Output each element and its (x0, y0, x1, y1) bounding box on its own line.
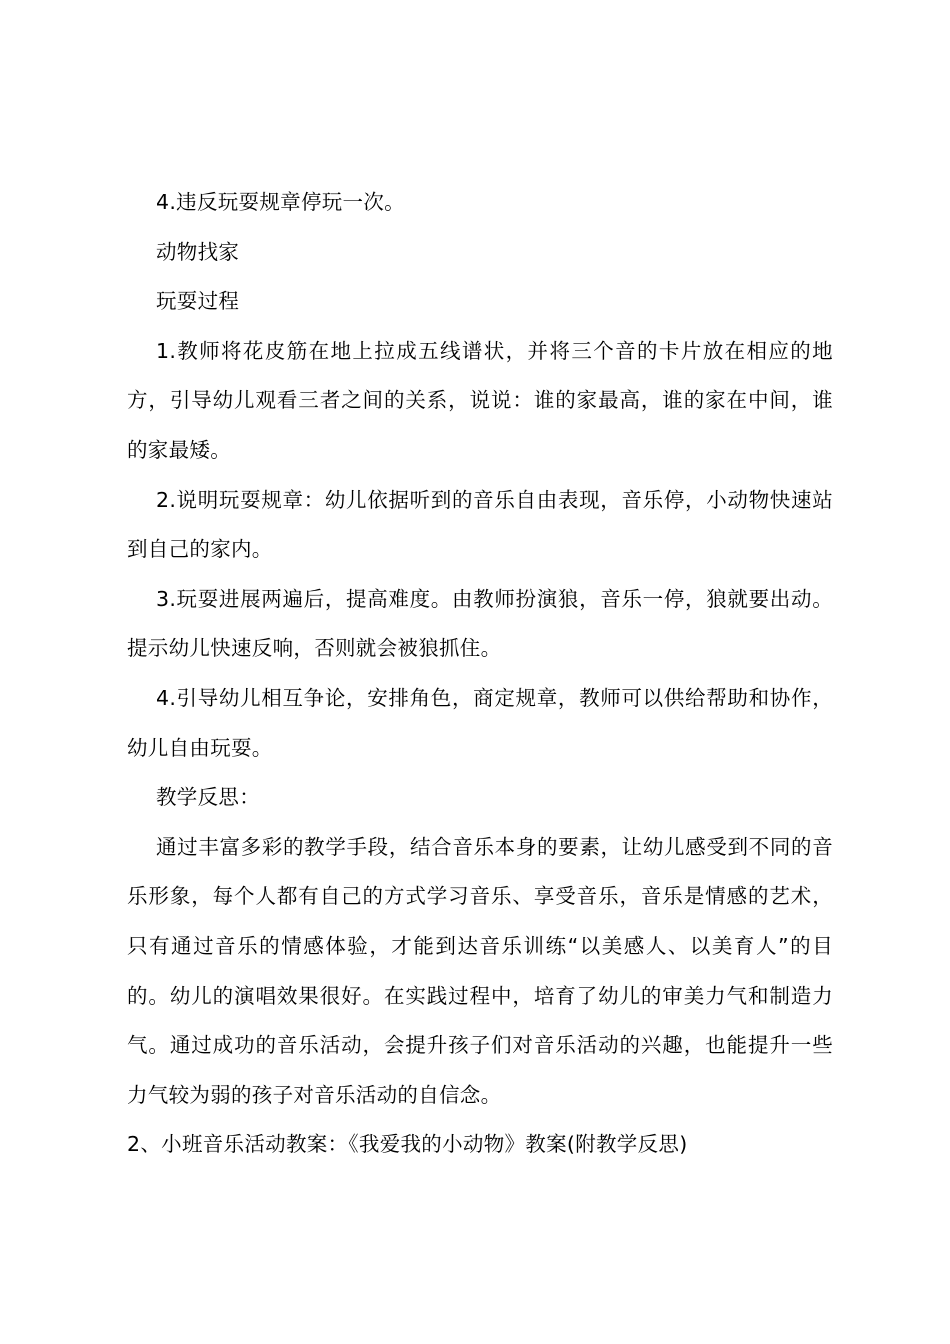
process-heading: 玩耍过程 (156, 289, 240, 314)
next-lesson-title: 2、小班音乐活动教案：《我爱我的小动物》教案(附教学反思) (127, 1132, 688, 1157)
game-title: 动物找家 (156, 239, 240, 264)
step-3-paragraph: 3.玩耍进展两遍后，提高难度。由教师扮演狼，音乐一停，狼就要出动。提示幼儿快速反响，否则就会被狼抓住。 (127, 586, 833, 661)
step-4-paragraph: 4.引导幼儿相互争论，安排角色，商定规章，教师可以供给帮助和协作，幼儿自由玩耍。 (127, 685, 833, 760)
document-page (127, 178, 833, 1170)
reflection-heading: 教学反思： (156, 785, 260, 810)
step-1-paragraph: 1.教师将花皮筋在地上拉成五线谱状，并将三个音的卡片放在相应的地方，引导幼儿观看三者之间的关系，说说：谁的家最高，谁的家在中间，谁的家最矮。 (127, 338, 833, 462)
step-2-paragraph: 2.说明玩耍规章：幼儿依据听到的音乐自由表现，音乐停，小动物快速站到自己的家内。 (127, 487, 833, 562)
reflection-body-paragraph: 通过丰富多彩的教学手段，结合音乐本身的要素，让幼儿感受到不同的音乐形象，每个人都有自己的方式学习音乐、享受音乐，音乐是情感的艺术，只有通过音乐的情感体验，才能到达音乐训练“以美感人、以美育人”的目的。幼儿的演唱效果很好。在实践过程中，培育了幼儿的审美力气和制造力气。通过成功的音乐活动，会提升孩子们对音乐活动的兴趣，也能提升一些力气较为弱的孩子对音乐活动的自信念。 (127, 834, 833, 1107)
rule-4-paragraph: 4.违反玩耍规章停玩一次。 (156, 190, 405, 214)
